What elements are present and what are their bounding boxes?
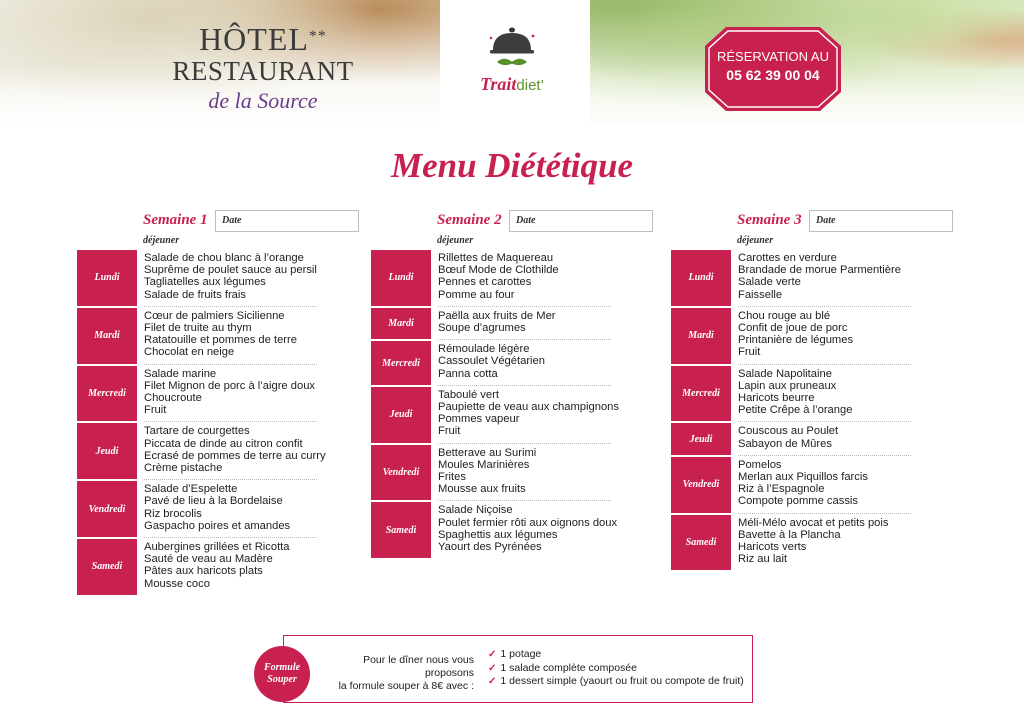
day-dishes — [431, 250, 661, 306]
day-row-lundi — [371, 250, 661, 308]
day-dishes — [137, 308, 367, 364]
dish-item: Chou rouge au blé — [738, 309, 831, 322]
day-row-vendredi — [671, 457, 961, 515]
day-label: Vendredi — [371, 445, 431, 501]
day-row-vendredi — [77, 481, 367, 539]
dish-item: Salade marine — [144, 367, 217, 380]
dish-item: Chocolat en neige — [144, 346, 235, 359]
souper-badge — [254, 646, 310, 702]
dish-item: Panna cotta — [438, 367, 498, 380]
week-header — [371, 210, 661, 234]
lunch-label: déjeuner — [737, 235, 774, 246]
dish-item: Soupe d’agrumes — [438, 322, 526, 335]
day-row-mercredi — [371, 341, 661, 387]
check-icon: ✓ — [488, 662, 497, 674]
day-label: Samedi — [371, 502, 431, 558]
hotel-logo — [168, 22, 358, 114]
souper-item-text: 1 salade complète composée — [500, 661, 637, 674]
souper-intro — [316, 654, 474, 693]
week-header — [671, 210, 961, 234]
week-date-field[interactable]: Date — [809, 210, 953, 232]
day-row-jeudi — [77, 423, 367, 481]
hotel-logo-line1 — [168, 22, 358, 56]
dish-item: Tagliatelles aux légumes — [144, 276, 266, 289]
day-label: Lundi — [671, 250, 731, 306]
day-dishes — [731, 515, 961, 571]
day-label: Mercredi — [77, 366, 137, 422]
dish-item: Fruit — [144, 404, 167, 417]
day-dishes — [731, 308, 961, 364]
day-row-mardi — [371, 308, 661, 341]
week-name: Semaine 1 — [143, 212, 208, 228]
trait-diet-bold: Trait — [480, 74, 517, 94]
souper-box — [283, 635, 753, 703]
dish-item: Haricots verts — [738, 541, 807, 554]
week-name: Semaine 3 — [737, 212, 802, 228]
trait-diet-wordmark — [462, 74, 562, 96]
day-label: Jeudi — [371, 387, 431, 443]
day-row-lundi — [77, 250, 367, 308]
dish-item: Fruit — [438, 425, 461, 438]
day-row-jeudi — [671, 423, 961, 456]
day-dishes — [731, 250, 961, 306]
reservation-phone: 05 62 39 00 04 — [726, 67, 820, 83]
dish-item: Taboulé vert — [438, 388, 499, 401]
day-row-mercredi — [671, 366, 961, 424]
day-label: Samedi — [671, 515, 731, 571]
week-header — [77, 210, 367, 234]
dish-item: Bavette à la Plancha — [738, 528, 841, 541]
dish-item: Carottes en verdure — [738, 252, 837, 264]
lunch-label: déjeuner — [143, 235, 180, 246]
week-column-1 — [77, 210, 367, 590]
dish-item: Gaspacho poires et amandes — [144, 519, 291, 532]
dish-item: Piccata de dinde au citron confit — [144, 437, 303, 450]
day-label: Vendredi — [671, 457, 731, 513]
dish-item: Moules Marinières — [438, 458, 530, 471]
trait-diet-logo — [462, 26, 562, 96]
day-row-mardi — [77, 308, 367, 366]
souper-intro-line2: la formule souper à 8€ avec : — [338, 680, 474, 692]
week-column-3 — [671, 210, 961, 566]
dish-item: Rillettes de Maquereau — [438, 252, 554, 264]
week-days — [371, 250, 661, 560]
dish-item: Filet de truite au thym — [144, 322, 252, 335]
dish-item: Choucroute — [144, 392, 202, 405]
trait-diet-light: diet’ — [516, 77, 544, 94]
day-dishes — [431, 308, 661, 339]
dish-item: Yaourt des Pyrénées — [438, 541, 542, 554]
check-icon: ✓ — [488, 649, 497, 660]
day-dishes — [431, 502, 661, 558]
day-label: Mercredi — [371, 341, 431, 385]
dish-item: Salade de chou blanc à l’orange — [144, 252, 304, 264]
dish-item: Printanière de légumes — [738, 334, 854, 347]
day-dishes — [731, 457, 961, 513]
dish-item: Pâtes aux haricots plats — [144, 565, 263, 578]
dish-item: Confit de joue de porc — [738, 322, 848, 335]
dish-item: Couscous au Poulet — [738, 425, 839, 438]
day-dishes — [137, 250, 367, 306]
day-label: Lundi — [371, 250, 431, 306]
dish-item: Faisselle — [738, 288, 783, 301]
day-dishes — [431, 341, 661, 385]
day-dishes — [431, 445, 661, 501]
dish-item: Ecrasé de pommes de terre au curry — [144, 449, 326, 462]
souper-intro-line1: Pour le dîner nous vous proposons — [363, 654, 474, 679]
dish-item: Aubergines grillées et Ricotta — [144, 541, 290, 554]
dish-item: Tartare de courgettes — [144, 425, 250, 438]
day-dishes — [137, 539, 367, 595]
dish-item: Pennes et carottes — [438, 276, 532, 289]
dish-item: Ratatouille et pommes de terre — [144, 334, 297, 347]
reservation-badge — [704, 26, 842, 112]
dish-item: Salade verte — [738, 276, 801, 289]
souper-badge-line2: Souper — [267, 674, 297, 685]
dish-item: Filet Mignon de porc à l’aigre doux — [144, 379, 316, 392]
hotel-logo-line3: de la Source — [208, 88, 318, 113]
souper-badge-line1: Formule — [263, 662, 301, 673]
day-row-samedi — [77, 539, 367, 597]
week-date-field[interactable]: Date — [215, 210, 359, 232]
souper-item-text: 1 potage — [500, 648, 542, 660]
day-dishes — [137, 423, 367, 479]
dish-item: Suprême de poulet sauce au persil — [144, 264, 317, 277]
day-label: Jeudi — [671, 423, 731, 454]
day-dishes — [137, 366, 367, 422]
hotel-stars: ** — [308, 28, 327, 45]
dish-item: Spaghettis aux légumes — [438, 528, 558, 541]
dish-item: Merlan aux Piquillos farcis — [738, 471, 868, 484]
hotel-logo-line2: RESTAURANT — [172, 56, 354, 86]
dish-item: Rémoulade légère — [438, 343, 530, 356]
reservation-text — [704, 48, 842, 84]
day-row-jeudi — [371, 387, 661, 445]
dish-item: Salade Niçoise — [438, 504, 513, 517]
dish-item: Betterave au Surimi — [438, 446, 537, 459]
dish-item: Riz brocolis — [144, 507, 202, 520]
souper-list — [488, 648, 744, 689]
menu-title: Menu Diététique — [390, 146, 634, 185]
souper-item — [488, 662, 744, 676]
dish-item: Brandade de morue Parmentière — [738, 264, 901, 277]
dish-item: Compote pomme cassis — [738, 495, 858, 508]
dish-item: Salade d’Espelette — [144, 483, 238, 496]
week-days — [671, 250, 961, 572]
dish-item: Mousse aux fruits — [438, 483, 526, 496]
day-row-samedi — [671, 515, 961, 573]
dish-item: Pavé de lieu à la Bordelaise — [144, 495, 283, 508]
dish-item: Cassoulet Végétarien — [438, 355, 545, 368]
check-icon: ✓ — [488, 676, 497, 687]
day-dishes — [731, 423, 961, 454]
dish-item: Méli-Mélo avocat et petits pois — [738, 516, 889, 529]
day-label: Samedi — [77, 539, 137, 595]
day-label: Jeudi — [77, 423, 137, 479]
dish-item: Paëlla aux fruits de Mer — [438, 309, 556, 322]
chef-cloche-icon — [485, 26, 539, 70]
dish-item: Frites — [438, 471, 466, 484]
dish-item: Fruit — [738, 346, 761, 359]
dish-item: Riz au lait — [738, 553, 788, 566]
day-dishes — [431, 387, 661, 443]
day-label: Mardi — [77, 308, 137, 364]
day-label: Vendredi — [77, 481, 137, 537]
day-row-lundi — [671, 250, 961, 308]
souper-item — [488, 648, 744, 662]
day-dishes — [137, 481, 367, 537]
dish-item: Haricots beurre — [738, 392, 815, 405]
day-row-mercredi — [77, 366, 367, 424]
day-dishes — [731, 366, 961, 422]
dish-item: Cœur de palmiers Sicilienne — [144, 309, 285, 322]
week-days — [77, 250, 367, 597]
dish-item: Pomme au four — [438, 288, 515, 301]
week-date-field[interactable]: Date — [509, 210, 653, 232]
dish-item: Bœuf Mode de Clothilde — [438, 264, 559, 277]
lunch-label: déjeuner — [437, 235, 474, 246]
hotel-word: HÔTEL — [199, 21, 309, 57]
day-row-mardi — [671, 308, 961, 366]
dish-item: Riz à l’Espagnole — [738, 483, 825, 496]
dish-item: Paupiette de veau aux champignons — [438, 401, 619, 414]
dish-item: Salade de fruits frais — [144, 288, 246, 301]
dish-item: Pommes vapeur — [438, 413, 520, 426]
dish-item: Sauté de veau au Madère — [144, 553, 273, 566]
dish-item: Lapin aux pruneaux — [738, 379, 837, 392]
day-label: Mardi — [371, 308, 431, 339]
week-name: Semaine 2 — [437, 212, 502, 228]
souper-item — [488, 675, 744, 689]
reservation-label: RÉSERVATION AU — [717, 49, 829, 64]
day-row-vendredi — [371, 445, 661, 503]
dish-item: Poulet fermier rôti aux oignons doux — [438, 516, 618, 529]
dish-item: Crème pistache — [144, 462, 223, 475]
week-column-2 — [371, 210, 661, 554]
dish-item: Sabayon de Mûres — [738, 437, 832, 450]
dish-item: Petite Crêpe à l’orange — [738, 404, 853, 417]
dish-item: Pomelos — [738, 458, 782, 471]
day-label: Lundi — [77, 250, 137, 306]
day-row-samedi — [371, 502, 661, 560]
dish-item: Mousse coco — [144, 577, 210, 590]
souper-item-text: 1 dessert simple (yaourt ou fruit ou compote de fruit) — [500, 675, 744, 687]
day-label: Mardi — [671, 308, 731, 364]
day-label: Mercredi — [671, 366, 731, 422]
dish-item: Salade Napolitaine — [738, 367, 832, 380]
